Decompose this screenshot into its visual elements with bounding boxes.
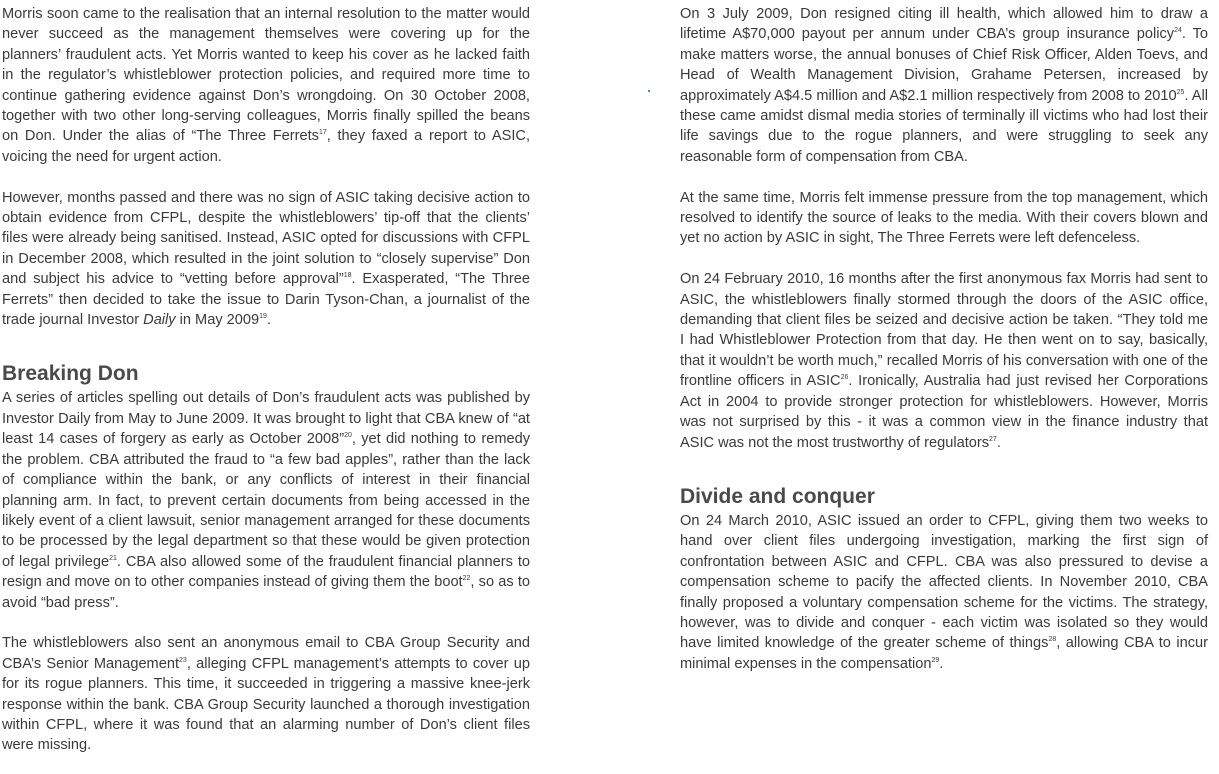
footnote-ref[interactable]: 27 <box>989 435 997 443</box>
paragraph: A series of articles spelling out details of Don’s fraudulent acts was published by Investor Daily from May to June 2009. It was brought to light that CBA knew of “at least 14 cases of forgery as early as October 2008”$^{20}$, yet did nothing to remedy the problem. CBA attributed the fraud to “a few bad apples”, rather than the lack of compliance within the bank, or any conflicts of interest in their financial planning arm. In fact, to prevent certain documents from being accessed in the likely event of a client lawsuit, senior management arranged for these documents to be processed by the legal department so that these would be given protection of legal privilege$^{21}$. CBA also allowed some of the fraudulent financial planners to resign and move on to other companies instead of giving them the boot$^{22}$, so as to avoid “bad press”. <box>2 390 531 611</box>
footnote-ref[interactable]: 21 <box>109 554 117 562</box>
paragraph: However, months passed and there was no sign of ASIC taking decisive action to obtain evidence from CFPL, despite the whistleblowers’ tip-off that the clients’ files were already being sanitised. Instead, ASIC opted for discussions with CFPL in December 2008, which resulted in the joint solution to “closely supervise” Don and subject his advice to “vetting before approval”$^{18}$. Exasperated, “The Three Ferrets” then decided to take the issue to Darin Tyson-Chan, a journalist of the trade journal Investor Daily in May 2009$^{19}$. <box>2 189 530 329</box>
footnote-ref[interactable]: 23 <box>179 656 187 664</box>
paragraph: At the same time, Morris felt immense pressure from the top management, which resolved to identify the source of leaks to the media. With their covers blown and yet no action by ASIC in sight, The Three Ferrets were left defenceless. <box>680 189 1208 247</box>
footnote-ref[interactable]: 20 <box>344 432 352 440</box>
paragraph: On 24 February 2010, 16 months after the first anonymous fax Morris had sent to ASIC, the whistleblowers finally stormed through the doors of the ASIC office, demanding that client files be seized and decisive action be taken. “They told me I had Whistleblower Protection from that day. He then went on to say, basically, that it wouldn’t be worth much,” recalled Morris of his conversation with one of the frontline officers in ASIC$^{26}$. Ironically, Australia had just revised her Corporations Act in 2004 to provide stronger protection for whistleblowers. However, Morris was not surprised by this - it was a common view in the finance industry that ASIC was not the most trustworthy of regulators$^{27}$. <box>680 271 1208 451</box>
paragraph: Morris soon came to the realisation that an internal resolution to the matter would never succeed as the management themselves were covering up for the planners’ fraudulent acts. Yet Morris wanted to keep his cover as he lacked faith in the regulator’s whistleblower protection policies, and required more time to continue gathering evidence against Don’s wrongdoing. On 30 October 2008, together with two other long-serving colleagues, Morris finally spilled the beans on Don. Under the alias of “The Three Ferrets$^{17}$, they faxed a report to ASIC, voicing the need for urgent action. <box>2 6 530 165</box>
footnote-ref[interactable]: 29 <box>931 656 940 664</box>
footnote-ref[interactable]: 22 <box>462 575 471 583</box>
section-heading: Breaking Don <box>2 362 139 386</box>
footnote-ref[interactable]: 24 <box>1174 27 1182 35</box>
stray-mark <box>648 90 650 92</box>
footnote-ref[interactable]: 19 <box>259 313 267 321</box>
paragraph: On 24 March 2010, ASIC issued an order to CFPL, giving them two weeks to hand over client files undergoing investigation, marking the first sign of confrontation between ASIC and CFPL. CBA was also pressured to devise a compensation scheme to pacify the affected clients. In November 2010, CBA finally proposed a voluntary compensation scheme for the victims. The strategy, however, was to divide and conquer - each victim was isolated so they would have limited knowledge of the greater scheme of things$^{28}$, allowing CBA to incur minimal expenses in the compensation$^{29}$. <box>680 512 1208 672</box>
paragraph: The whistleblowers also sent an anonymous email to CBA Group Security and CBA’s Senior Management$^{23}$, alleging CFPL management’s attempts to cover up for its rogue planners. This time, it succeeded in triggering a massive knee-jerk response within the bank. CBA Group Security launched a thorough investigation within CFPL, where it was found that an alarming number of Don’s client files were missing. <box>2 635 530 754</box>
section-heading: Divide and conquer <box>680 484 875 508</box>
footnote-ref[interactable]: 18 <box>343 272 352 280</box>
footnote-ref[interactable]: 25 <box>1176 88 1185 96</box>
footnote-ref[interactable]: 26 <box>840 374 849 382</box>
left-column <box>2 4 530 756</box>
footnote-ref[interactable]: 28 <box>1048 636 1057 644</box>
right-column <box>680 4 1208 674</box>
paragraph: On 3 July 2009, Don resigned citing ill health, which allowed him to draw a lifetime A$70,000 payout per annum under CBA’s group insurance policy$^{24}$. To make matters worse, the annual bonuses of Chief Risk Officer, Alden Toevs, and Head of Wealth Management Division, Grahame Petersen, increased by approximately A$4.5 million and A$2.1 million respectively from 2008 to 2010$^{25}$. All these came amidst dismal media stories of terminally ill victims who had lost their life savings due to the rogue planners, and were struggling to seek any reasonable form of compensation from CBA. <box>680 6 1208 165</box>
footnote-ref[interactable]: 17 <box>318 129 327 137</box>
